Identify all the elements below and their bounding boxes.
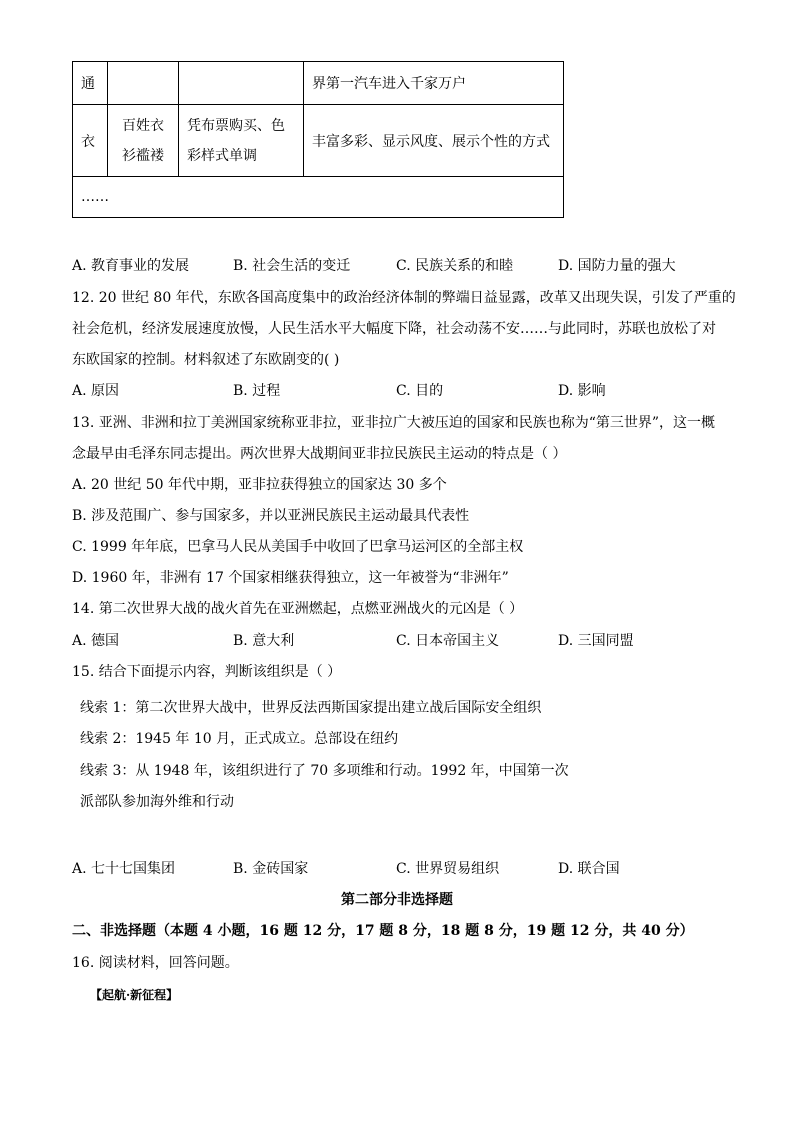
q15-clue: 线索 1：第二次世界大战中，世界反法西斯国家提出建立战后国际安全组织 (80, 700, 542, 716)
q11-option-b[interactable]: B. 社会生活的变迁 (233, 258, 351, 274)
cell-line: 衫褴褛 (122, 147, 164, 164)
q11-option-a[interactable]: A. 教育事业的发展 (72, 258, 190, 274)
cell-line: 百姓衣 (122, 117, 164, 134)
q14-text: 14. 第二次世界大战的战火首先在亚洲燃起，点燃亚洲战火的元凶是（ ） (72, 601, 524, 617)
q15-clue: 线索 3：从 1948 年，该组织进行了 70 多项维和行动。1992 年，中国第一次 (80, 763, 569, 779)
q11-option-d[interactable]: D. 国防力量的强大 (558, 258, 676, 274)
q15-option-b[interactable]: B. 金砖国家 (233, 861, 309, 877)
section-heading: 二、非选择题（本题 4 小题，16 题 12 分，17 题 8 分，18 题 8 分，19 题 12 分，共 40 分） (72, 923, 694, 939)
q13-option-a[interactable]: A. 20 世纪 50 年代中期，亚非拉获得独立的国家达 30 多个 (72, 477, 447, 493)
table-row (73, 62, 564, 105)
q11-option-c[interactable]: C. 民族关系的和睦 (396, 258, 514, 274)
cell-line: 凭布票购买、色 (187, 117, 285, 134)
part-two-title: 第二部分非选择题 (341, 892, 453, 908)
q13-option-d[interactable]: D. 1960 年，非洲有 17 个国家相继获得独立，这一年被誉为“非洲年” (72, 570, 509, 586)
table-row (73, 177, 564, 218)
q14-option-c[interactable]: C. 日本帝国主义 (396, 633, 500, 649)
table-cell (108, 62, 179, 105)
q12-option-d[interactable]: D. 影响 (558, 383, 606, 399)
table-cell (108, 105, 179, 177)
q12-option-a[interactable]: A. 原因 (72, 383, 120, 399)
q13-option-b[interactable]: B. 涉及范围广、参与国家多，并以亚洲民族民主运动最具代表性 (72, 508, 470, 524)
table-cell: 界第一汽车进入千家万户 (304, 62, 564, 105)
table-cell: 衣 (73, 105, 108, 177)
q12-option-b[interactable]: B. 过程 (233, 383, 281, 399)
table-row (73, 105, 564, 177)
q13-text: 念最早由毛泽东同志提出。两次世界大战期间亚非拉民族民主运动的特点是（ ） (72, 446, 567, 462)
q14-option-b[interactable]: B. 意大利 (233, 633, 295, 649)
cell-line: 彩样式单调 (187, 147, 257, 164)
q15-option-a[interactable]: A. 七十七国集团 (72, 861, 176, 877)
q13-text: 13. 亚洲、非洲和拉丁美洲国家统称亚非拉，亚非拉广大被压迫的国家和民族也称为“第三世界”，这一概 (72, 415, 716, 431)
q15-clue: 派部队参加海外维和行动 (80, 794, 234, 810)
q13-option-c[interactable]: C. 1999 年年底，巴拿马人民从美国手中收回了巴拿马运河区的全部主权 (72, 539, 524, 555)
table-cell (179, 105, 304, 177)
q12-text: 东欧国家的控制。材料叙述了东欧剧变的( ) (72, 352, 340, 368)
q12-text: 12. 20 世纪 80 年代，东欧各国高度集中的政治经济体制的弊端日益显露，改革又出现失误，引发了严重的 (72, 290, 736, 306)
q12-text: 社会危机，经济发展速度放慢，人民生活水平大幅度下降，社会动荡不安……与此同时，苏联也放松了对 (72, 321, 716, 337)
q16-text: 16. 阅读材料，回答问题。 (72, 955, 239, 971)
q14-option-d[interactable]: D. 三国同盟 (558, 633, 634, 649)
q15-option-c[interactable]: C. 世界贸易组织 (396, 861, 500, 877)
table-cell: 丰富多彩、显示风度、展示个性的方式 (304, 105, 564, 177)
q15-clue: 线索 2：1945 年 10 月，正式成立。总部设在纽约 (80, 731, 399, 747)
table-cell (179, 62, 304, 105)
comparison-table (72, 61, 564, 218)
q14-option-a[interactable]: A. 德国 (72, 633, 120, 649)
q12-option-c[interactable]: C. 目的 (396, 383, 444, 399)
table-cell: 通 (73, 62, 108, 105)
table-cell: …… (73, 177, 564, 218)
material-caption: 【起航·新征程】 (90, 988, 179, 1002)
q15-option-d[interactable]: D. 联合国 (558, 861, 620, 877)
q15-text: 15. 结合下面提示内容，判断该组织是（ ） (72, 664, 342, 680)
